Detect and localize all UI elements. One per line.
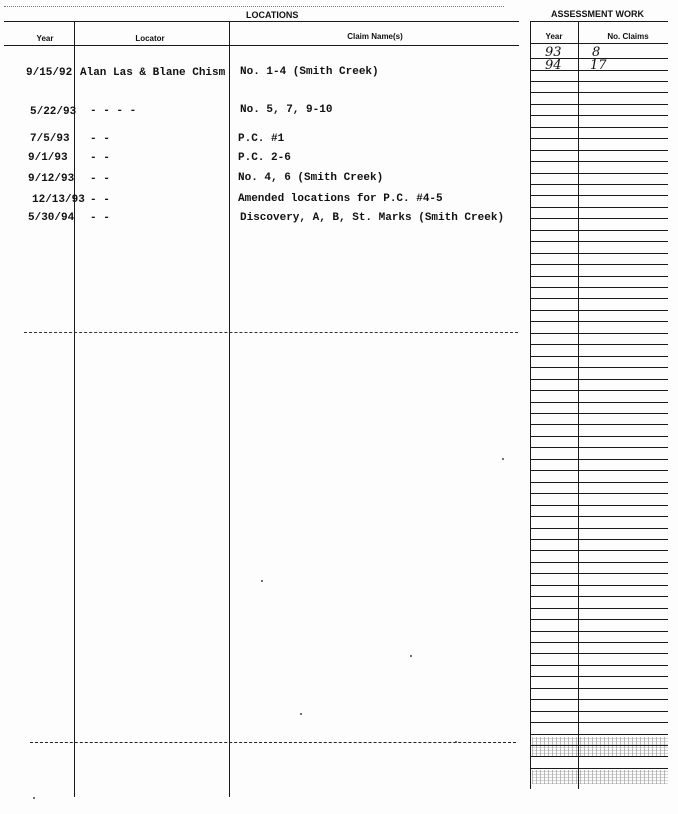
assessment-rule xyxy=(530,699,668,700)
row-locator: - - xyxy=(90,212,110,224)
assessment-rule xyxy=(530,230,668,231)
assessment-rule xyxy=(530,127,668,128)
scan-speck xyxy=(261,580,263,582)
assessment-rule xyxy=(530,711,668,712)
assessment-rule xyxy=(530,562,668,563)
assessment-rule xyxy=(530,264,668,265)
assessment-rule xyxy=(530,333,668,334)
assessment-rule xyxy=(530,688,668,689)
row-date: 12/13/93 xyxy=(32,194,85,206)
header-top-rule xyxy=(4,21,519,22)
assessment-rule xyxy=(530,81,668,82)
scan-speck xyxy=(502,458,504,460)
year-locator-divider xyxy=(74,21,75,797)
assessment-rule xyxy=(530,104,668,105)
row-claims: P.C. #1 xyxy=(238,133,285,145)
assessment-rule xyxy=(530,161,668,162)
row-claims: No. 1-4 (Smith Creek) xyxy=(240,66,379,78)
assessment-rule xyxy=(530,287,668,288)
assessment-year-divider xyxy=(578,21,579,789)
row-claims: No. 5, 7, 9-10 xyxy=(240,104,333,116)
assessment-rule xyxy=(530,619,668,620)
assessment-claim-count: 17 xyxy=(590,58,607,73)
assessment-rule xyxy=(530,550,668,551)
assessment-rule xyxy=(530,402,668,403)
column-header-locator: Locator xyxy=(135,34,165,43)
assessment-rule xyxy=(530,321,668,322)
row-locator: - - xyxy=(90,133,110,145)
assessment-rule xyxy=(530,470,668,471)
assessment-rule xyxy=(530,173,668,174)
assessment-rule xyxy=(530,424,668,425)
assessment-rule xyxy=(530,367,668,368)
row-claims: No. 4, 6 (Smith Creek) xyxy=(238,172,384,184)
column-header-assessment-year: Year xyxy=(545,32,563,41)
locations-title: LOCATIONS xyxy=(246,10,299,20)
column-header-year: Year xyxy=(36,34,54,43)
assessment-rule xyxy=(530,642,668,643)
assessment-rule xyxy=(530,528,668,529)
assessment-rule xyxy=(530,573,668,574)
assessment-year: 94 xyxy=(545,58,562,73)
row-claims: P.C. 2-6 xyxy=(238,152,291,164)
scan-speck xyxy=(455,741,457,743)
assessment-rule xyxy=(530,459,668,460)
assessment-rule xyxy=(530,608,668,609)
assessment-rule xyxy=(530,195,668,196)
assessment-rule xyxy=(530,596,668,597)
assessment-rule xyxy=(530,298,668,299)
assessment-header-top-rule xyxy=(530,21,668,22)
assessment-rule xyxy=(530,276,668,277)
assessment-rule xyxy=(530,379,668,380)
row-date: 7/5/93 xyxy=(30,133,70,145)
scan-speck xyxy=(300,713,302,715)
assessment-rule xyxy=(530,356,668,357)
locator-claims-divider xyxy=(229,21,230,797)
assessment-rule xyxy=(530,115,668,116)
assessment-rule xyxy=(530,241,668,242)
assessment-rule xyxy=(530,734,668,735)
row-locator: Alan Las & Blane Chism xyxy=(80,67,226,79)
scan-dashed-line xyxy=(30,742,516,744)
row-date: 9/12/93 xyxy=(28,173,75,185)
row-date: 9/1/93 xyxy=(28,152,68,164)
row-locator: - - xyxy=(90,152,110,164)
top-scan-artifact xyxy=(4,6,504,8)
assessment-rule xyxy=(530,310,668,311)
assessment-rule xyxy=(530,207,668,208)
assessment-rule xyxy=(530,665,668,666)
assessment-rule xyxy=(530,585,668,586)
assessment-rule xyxy=(530,138,668,139)
assessment-rule xyxy=(530,539,668,540)
column-header-claim-names: Claim Name(s) xyxy=(347,32,403,41)
assessment-rule xyxy=(530,344,668,345)
row-date: 9/15/92 xyxy=(26,67,73,79)
scan-dashed-line xyxy=(24,332,518,334)
assessment-rule xyxy=(530,505,668,506)
assessment-rule xyxy=(530,436,668,437)
assessment-rule xyxy=(530,631,668,632)
row-date: 5/30/94 xyxy=(28,212,75,224)
assessment-rule xyxy=(530,390,668,391)
scan-speck xyxy=(33,797,35,799)
assessment-work-title: ASSESSMENT WORK xyxy=(551,9,645,19)
assessment-rule xyxy=(530,653,668,654)
assessment-rule xyxy=(530,768,668,769)
row-locator: - - xyxy=(90,194,110,206)
assessment-rule xyxy=(530,447,668,448)
row-date: 5/22/93 xyxy=(30,106,77,118)
assessment-rule xyxy=(530,92,668,93)
scan-noise xyxy=(532,770,668,784)
assessment-rule xyxy=(530,218,668,219)
assessment-rule xyxy=(530,516,668,517)
row-locator: - - xyxy=(90,173,110,185)
assessment-rule xyxy=(530,184,668,185)
scan-noise xyxy=(532,737,668,757)
assessment-rule xyxy=(530,482,668,483)
assessment-claim-count: 8 xyxy=(592,45,601,60)
row-locator: - - - - xyxy=(90,105,137,117)
assessment-left-border xyxy=(530,21,531,789)
assessment-rule xyxy=(530,413,668,414)
row-claims: Discovery, A, B, St. Marks (Smith Creek) xyxy=(240,212,505,224)
assessment-rule xyxy=(530,493,668,494)
assessment-rule xyxy=(530,253,668,254)
assessment-rule xyxy=(530,676,668,677)
column-header-no-claims: No. Claims xyxy=(607,32,649,41)
scan-speck xyxy=(410,655,412,657)
assessment-year: 93 xyxy=(545,45,562,60)
assessment-rule xyxy=(530,150,668,151)
header-bottom-rule xyxy=(4,45,519,46)
assessment-rule xyxy=(530,722,668,723)
row-claims: Amended locations for P.C. #4-5 xyxy=(238,193,443,205)
